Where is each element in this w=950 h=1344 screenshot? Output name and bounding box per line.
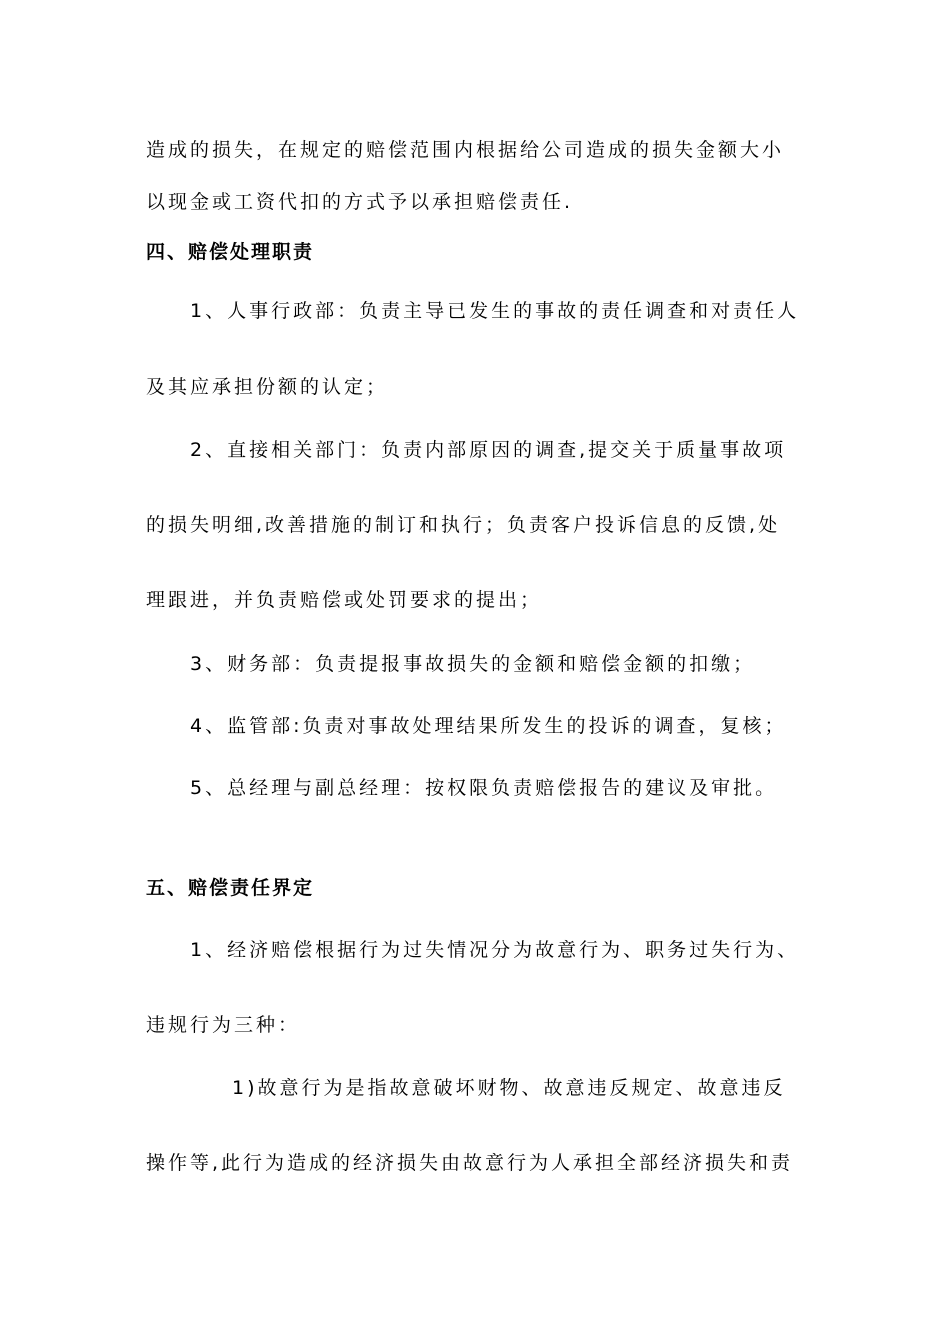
body-text-line: 操作等,此行为造成的经济损失由故意行为人承担全部经济损失和责 <box>146 1152 794 1174</box>
body-text-line: 以现金或工资代扣的方式予以承担赔偿责任. <box>146 191 574 213</box>
body-text-line: 及其应承担份额的认定； <box>146 376 389 398</box>
body-text-line: 1)故意行为是指故意破坏财物、故意违反规定、故意违反 <box>232 1077 786 1099</box>
body-text-line: 5、总经理与副总经理：按权限负责赔偿报告的建议及审批。 <box>190 777 778 799</box>
body-text-line: 造成的损失，在规定的赔偿范围内根据给公司造成的损失金额大小 <box>146 139 785 161</box>
body-text-line: 的损失明细,改善措施的制订和执行；负责客户投诉信息的反馈,处 <box>146 514 781 536</box>
section-heading: 四、赔偿处理职责 <box>146 241 315 263</box>
section-heading: 五、赔偿责任界定 <box>146 877 315 899</box>
body-text-line: 3、财务部：负责提报事故损失的金额和赔偿金额的扣缴； <box>190 653 756 675</box>
body-text-line: 4、监管部:负责对事故处理结果所发生的投诉的调查，复核； <box>190 715 787 737</box>
body-text-line: 1、经济赔偿根据行为过失情况分为故意行为、职务过失行为、 <box>190 939 800 961</box>
body-text-line: 2、直接相关部门：负责内部原因的调查,提交关于质量事故项 <box>190 439 787 461</box>
body-text-line: 理跟进，并负责赔偿或处罚要求的提出； <box>146 589 543 611</box>
body-text-line: 违规行为三种： <box>146 1014 301 1036</box>
body-text-line: 1、人事行政部：负责主导已发生的事故的责任调查和对责任人 <box>190 300 800 322</box>
